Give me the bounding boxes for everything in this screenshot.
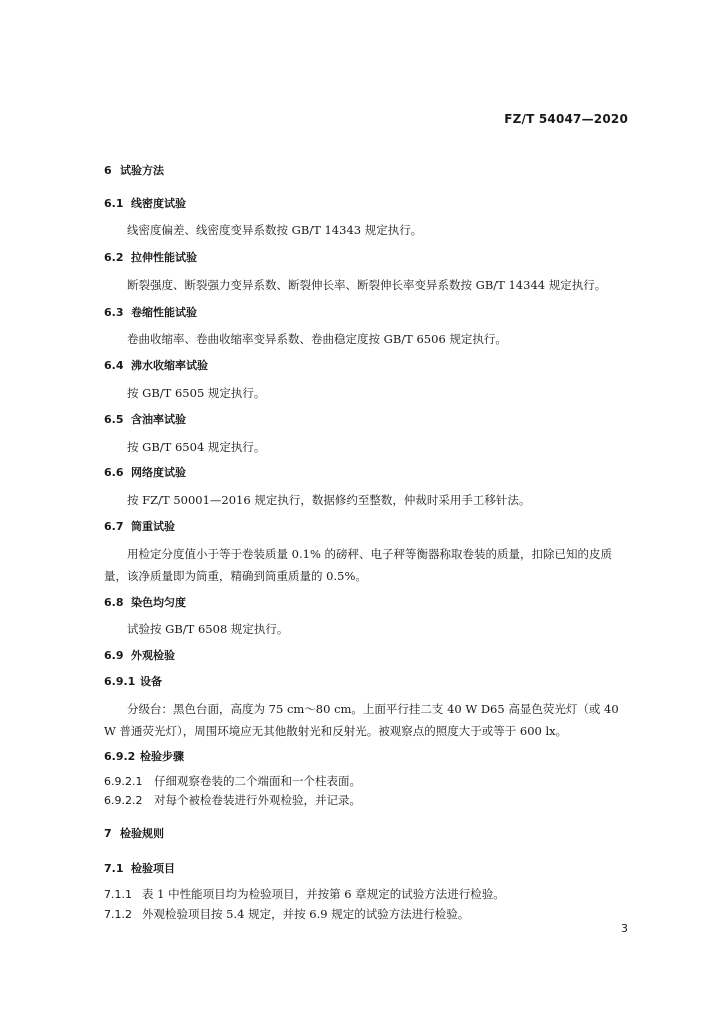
section-title: 卷缩性能试验 bbox=[131, 306, 197, 319]
section-6-7-text: 用检定分度值小于等于卷装质量 0.1% 的磅秤、电子秤等衡器称取卷装的质量，扣除已知的皮质量，该净质量即为筒重，精确到筒重质量的 0.5%。 bbox=[104, 547, 613, 583]
section-title: 含油率试验 bbox=[131, 413, 186, 426]
section-6-3-text: 卷曲收缩率、卷曲收缩率变异系数、卷曲稳定度按 GB/T 6506 规定执行。 bbox=[127, 332, 507, 346]
item-text: 仔细观察卷装的二个端面和一个柱表面。 bbox=[154, 774, 361, 788]
section-6-9-heading bbox=[104, 646, 632, 666]
section-title: 筒重试验 bbox=[131, 520, 175, 533]
item-6-9-2-1 bbox=[104, 771, 632, 792]
section-number: 6.9.2 bbox=[104, 750, 136, 763]
section-number: 6.2 bbox=[104, 251, 124, 264]
section-6-9-1-heading bbox=[104, 672, 632, 692]
item-7-1-2 bbox=[104, 904, 632, 925]
item-number: 6.9.2.2 bbox=[104, 794, 143, 807]
section-title: 外观检验 bbox=[131, 649, 175, 662]
section-6-5-text: 按 GB/T 6504 规定执行。 bbox=[127, 440, 266, 454]
section-number: 6.3 bbox=[104, 306, 124, 319]
section-6-6-heading bbox=[104, 463, 632, 483]
section-6-6-text: 按 FZ/T 50001—2016 规定执行，数据修约至整数，仲裁时采用手工移针法。 bbox=[127, 493, 531, 507]
section-6-1-heading bbox=[104, 194, 632, 214]
page-number: 3 bbox=[621, 922, 628, 935]
section-number: 6.9.1 bbox=[104, 675, 136, 688]
section-number: 6.7 bbox=[104, 520, 124, 533]
item-text: 外观检验项目按 5.4 规定，并按 6.9 规定的试验方法进行检验。 bbox=[142, 907, 470, 921]
section-number: 6.4 bbox=[104, 359, 124, 372]
item-number: 7.1.2 bbox=[104, 908, 132, 921]
section-title: 网络度试验 bbox=[131, 466, 186, 479]
item-text: 表 1 中性能项目均为检验项目，并按第 6 章规定的试验方法进行检验。 bbox=[142, 887, 505, 901]
item-number: 6.9.2.1 bbox=[104, 775, 143, 788]
section-title: 染色均匀度 bbox=[131, 596, 186, 609]
item-number: 7.1.1 bbox=[104, 888, 132, 901]
section-title: 沸水收缩率试验 bbox=[131, 359, 208, 372]
section-6-heading bbox=[104, 161, 632, 181]
section-6-4-heading bbox=[104, 356, 632, 376]
item-7-1-1 bbox=[104, 884, 632, 905]
section-title: 设备 bbox=[140, 675, 162, 688]
section-6-2-text: 断裂强度、断裂强力变异系数、断裂伸长率、断裂伸长率变异系数按 GB/T 14344 规定执行。 bbox=[127, 278, 607, 292]
item-6-9-2-2 bbox=[104, 790, 632, 811]
section-number: 7.1 bbox=[104, 862, 124, 875]
section-number: 6.1 bbox=[104, 197, 124, 210]
section-6-1-text: 线密度偏差、线密度变异系数按 GB/T 14343 规定执行。 bbox=[127, 223, 423, 237]
section-6-3-heading bbox=[104, 303, 632, 323]
section-title: 检验规则 bbox=[120, 827, 164, 840]
section-title: 线密度试验 bbox=[131, 197, 186, 210]
section-title: 拉伸性能试验 bbox=[131, 251, 197, 264]
section-number: 6 bbox=[104, 164, 112, 177]
section-6-8-heading bbox=[104, 593, 632, 613]
section-7-heading bbox=[104, 824, 632, 844]
section-6-2-heading bbox=[104, 248, 632, 268]
section-number: 6.8 bbox=[104, 596, 124, 609]
section-6-4-text: 按 GB/T 6505 规定执行。 bbox=[127, 386, 266, 400]
section-7-1-heading bbox=[104, 859, 632, 879]
section-number: 6.9 bbox=[104, 649, 124, 662]
section-title: 试验方法 bbox=[120, 164, 164, 177]
section-number: 6.6 bbox=[104, 466, 124, 479]
section-6-9-2-heading bbox=[104, 747, 632, 767]
section-title: 检验项目 bbox=[131, 862, 175, 875]
section-6-5-heading bbox=[104, 410, 632, 430]
section-6-7-heading bbox=[104, 517, 632, 537]
section-number: 6.5 bbox=[104, 413, 124, 426]
item-text: 对每个被检卷装进行外观检验，并记录。 bbox=[154, 793, 361, 807]
section-title: 检验步骤 bbox=[140, 750, 184, 763]
section-6-8-text: 试验按 GB/T 6508 规定执行。 bbox=[127, 622, 289, 636]
section-6-9-1-text: 分级台：黑色台面，高度为 75 cm～80 cm。上面平行挂二支 40 W D65 高显色荧光灯（或 40 W 普通荧光灯），周围环境应无其他散射光和反射光。被观察点的照度大于或等于 600 lx。 bbox=[104, 702, 619, 738]
document-code: FZ/T 54047—2020 bbox=[504, 112, 628, 126]
section-number: 7 bbox=[104, 827, 112, 840]
